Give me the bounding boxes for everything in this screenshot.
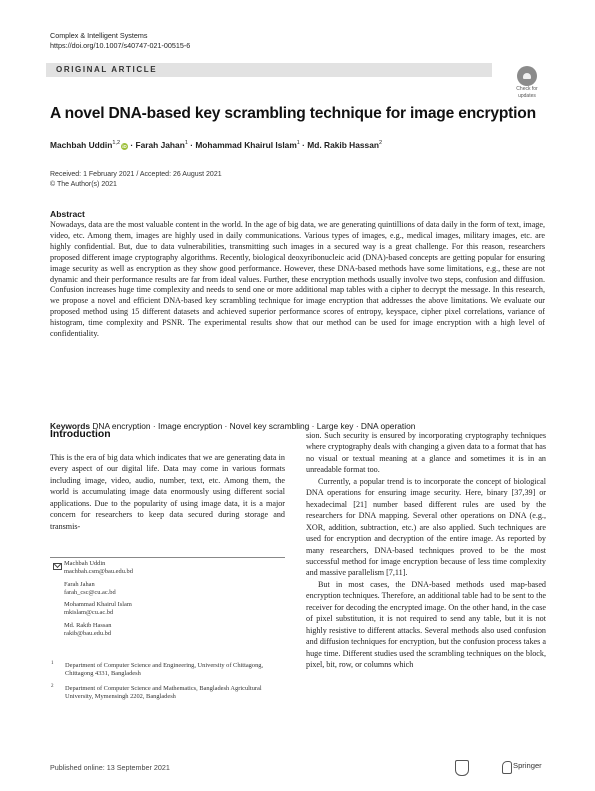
keywords-text: DNA encryption · Image encryption · Novel key scrambling · Large key · DNA operation: [92, 421, 416, 431]
journal-header: [50, 31, 190, 50]
keywords-label: Keywords: [50, 421, 91, 431]
publisher-name: Springer: [513, 761, 542, 770]
contact-name: Farah Jahan: [64, 580, 95, 588]
author-list: [50, 140, 382, 150]
affiliation-entry: [50, 662, 285, 678]
contact-email[interactable]: mkislam@cu.ac.bd: [64, 609, 114, 616]
author-separator: ·: [302, 140, 308, 150]
contact-email[interactable]: farah_csc@cu.ac.bd: [64, 588, 116, 596]
contact-name: Mohammad Khairul Islam: [64, 601, 132, 608]
doi-link[interactable]: https://doi.org/10.1007/s40747-021-00515-6: [50, 40, 191, 50]
author-affil-sup: 1: [296, 140, 300, 147]
abstract-text: Nowadays, data are the most valuable content in the world. In the age of big data, we are generating quintillions of data daily in the form of text, image, video, etc. Among them, images are highly used in daily communications. Various types of images, e.g., medical images, military images, etc. are highly confidential. But, due to data vulnerabilities, transmitting such images in a secured way is a great challenge. For this reason, researchers proposed different image cryptography algorithms. Recently, biological deoxyribonucleic acid (DNA)-based concepts are getting popular for ensuring image security as well as encryption as they show good performance. However, these DNA-based methods have some limitations, e.g., these are not dynamic and their performance results are far from ideal values. Further, these encryption methods usually involve two steps, confusion and diffusion. Confusion increases huge time complexity and needs to send one or more additional map tables with a cipher to decrypt the message. In this research, we propose a novel and efficient DNA-based key scrambling technique for image encryption that addresses the above limitations. We evaluate our proposed method using 15 different datasets and achieved superior performance scores of entropy, keyspace, cipher pixel correlations, variance of histogram, time complexity and PSNR. The experimental results show that our method can be used for image encryption with a high level of confidentiality.: [50, 220, 545, 339]
intro-paragraph: Currently, a popular trend is to incorporate the concept of biological DNA operations for ensuring image security. Here, binary [37,39] or hexadecimal [21] number based different rules are used by the researchers for DNA mapping. Several other operations on DNA (e.g., XOR, addition, subtraction, etc.) are also applied. Such techniques are used for encryption and decryption of the entire image. As reported by many researchers, DNA-based techniques proved to be the most successful method for image encryption because of less time complexity and massive parallelism [7,11].: [306, 476, 546, 578]
contact-entry: [64, 622, 285, 638]
author-name[interactable]: Farah Jahan: [135, 140, 185, 150]
author-affil-sup: 2: [378, 140, 383, 147]
author-name[interactable]: Mohammad Khairul Islam: [195, 140, 297, 150]
right-column: [306, 430, 546, 671]
article-dates: [50, 170, 222, 189]
badge-line2: updates: [518, 92, 536, 99]
author-name[interactable]: Machbah Uddin: [50, 140, 113, 150]
contact-email[interactable]: machbah.csm@bau.edu.bd: [64, 568, 133, 575]
contact-email[interactable]: rakib@bau.edu.bd: [64, 629, 112, 637]
affiliation-number: 2: [51, 684, 54, 689]
intro-paragraph: But in most cases, the DNA-based methods used map-based encryption techniques. Therefore, an additional table had to be sent to the receiver for decoding the encrypted image. On the other hand, in the case of pixel substitution, it is not required to send any table, but it is not highly resistive to different attacks. Several methods also used confusion and diffusion techniques for encryption, but the confusion process takes a huge time. Different studies used the scrambling techniques on the block, pixel, bit, row, or columns which: [306, 579, 546, 670]
intro-paragraph: sion. Such security is ensured by incorporating cryptography techniques where cryptography deals with changing a given data to a format that has no visual or textual meaning at a glance and sometimes it is in an unreadable format too.: [306, 431, 546, 475]
springer-horse-icon: [502, 761, 512, 774]
bookmark-icon: [517, 66, 537, 86]
badge-line1: Check for: [516, 86, 538, 92]
copyright-line: © The Author(s) 2021: [50, 180, 117, 188]
publisher-logo-mark: [473, 759, 499, 773]
affiliation-number: 1: [51, 661, 54, 666]
contact-entry: [64, 560, 285, 576]
affiliations: [50, 662, 285, 708]
publisher-logos: [453, 758, 545, 780]
affiliation-entry: [50, 685, 285, 701]
intro-paragraph: This is the era of big data which indicates that we are generating data in every aspect of our digital life. Data may come in various formats including image, video, audio, number, text, etc. Among them, the world is accumulating image data enormously using different social applications. Due to the popularity of using image data, it is a major concern for researchers to keep data secured during storage and transmis-: [50, 453, 285, 531]
article-title: A novel DNA-based key scrambling technique for image encryption: [50, 105, 536, 122]
author-separator: ·: [130, 140, 136, 150]
left-column: [50, 452, 285, 532]
author-affil-sup: 1,2: [112, 140, 121, 147]
author-separator: ·: [190, 140, 196, 150]
article-type-banner: ORIGINAL ARTICLE: [46, 63, 492, 77]
journal-name: Complex & Intelligent Systems: [50, 31, 148, 40]
tree-logo-icon: [455, 760, 469, 776]
received-accepted-dates: Received: 1 February 2021 / Accepted: 26 August 2021: [50, 171, 222, 178]
author-affil-sup: 1: [184, 140, 188, 147]
contact-entry: [64, 581, 285, 597]
envelope-icon: [53, 563, 62, 570]
contact-name: Machbah Uddin: [64, 560, 106, 567]
contact-entry: [64, 601, 285, 617]
orcid-icon[interactable]: iD: [122, 144, 127, 149]
affiliation-text: Department of Computer Science and Engineering, University of Chittagong, Chittagong 4331, Bangladesh: [65, 662, 264, 677]
affiliation-text: Department of Computer Science and Mathematics, Bangladesh Agricultural University, Mymensingh 2202, Bangladesh: [65, 685, 262, 700]
abstract-heading: Abstract: [50, 209, 85, 219]
introduction-heading: Introduction: [50, 429, 111, 440]
corresponding-authors: [50, 560, 285, 642]
check-for-updates-badge[interactable]: [510, 66, 544, 98]
published-online-date: Published online: 13 September 2021: [50, 763, 170, 772]
contact-name: Md. Rakib Hassan: [64, 621, 112, 629]
author-name[interactable]: Md. Rakib Hassan: [307, 140, 379, 150]
footnote-divider: [50, 557, 285, 558]
